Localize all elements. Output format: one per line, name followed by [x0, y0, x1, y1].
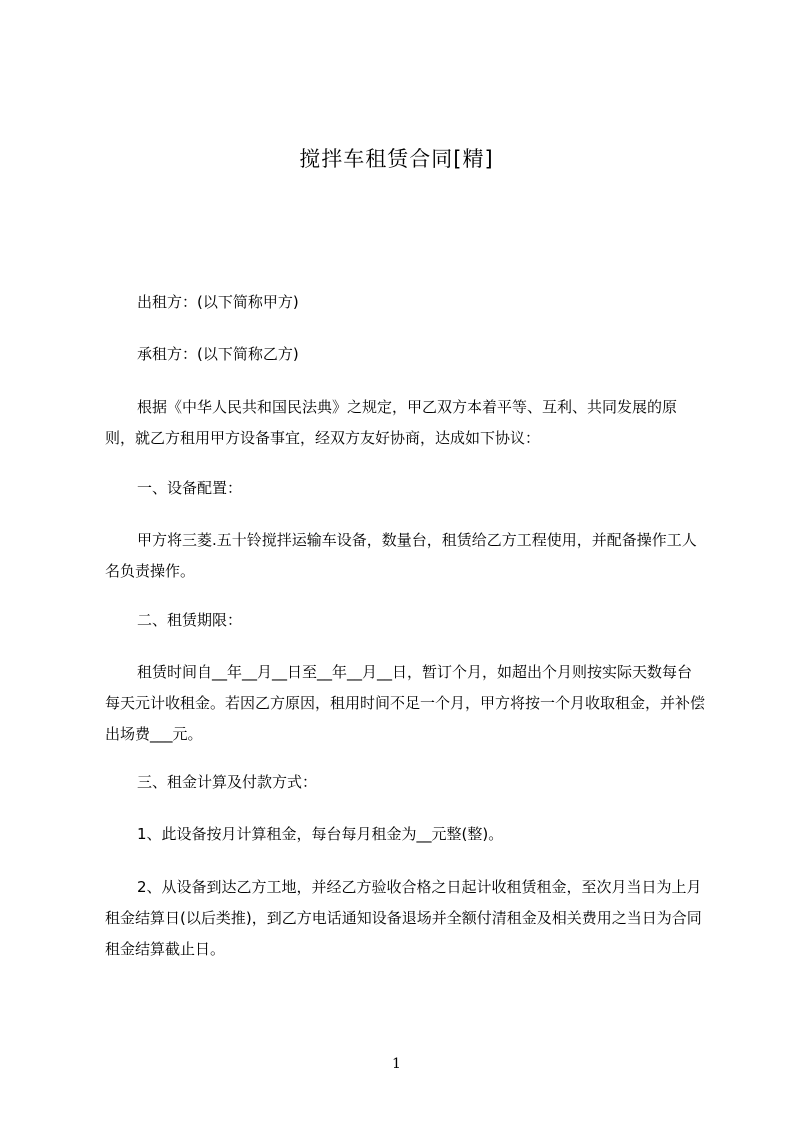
section-1-heading: 一、设备配置： — [137, 479, 243, 497]
section-3-item-1: 1、此设备按月计算租金，每台每月租金为__元整(整)。 — [137, 825, 504, 843]
lessor-line: 出租方：(以下简称甲方) — [137, 293, 299, 311]
section-1-body: 甲方将三菱.五十铃搅拌运输车设备，数量台，租赁给乙方工程使用，并配备操作工人名负责操作。 — [105, 531, 697, 580]
section-3-heading: 三、租金计算及付款方式： — [137, 773, 318, 791]
document-title: 搅拌车租赁合同[精] — [299, 147, 494, 171]
intro-paragraph: 根据《中华人民共和国民法典》之规定，甲乙双方本着平等、互利、共同发展的原则，就乙方租用甲方设备事宜，经双方友好协商，达成如下协议： — [105, 398, 678, 447]
section-3-item-2: 2、从设备到达乙方工地，并经乙方验收合格之日起计收租赁租金，至次月当日为上月租金结算日(以后类推)，到乙方电话通知设备退场并全额付清租金及相关费用之当日为合同租金结算截止日。 — [105, 878, 702, 958]
section-2-body: 租赁时间自__年__月__日至__年__月__日，暂订个月，如超出个月则按实际天数每台每天元计收租金。若因乙方原因，租用时间不足一个月，甲方将按一个月收取租金，并补偿出场费___元。 — [105, 663, 706, 743]
section-2-heading: 二、租赁期限： — [137, 611, 243, 629]
lessee-line: 承租方：(以下简称乙方) — [137, 345, 299, 363]
page-number: 1 — [392, 1056, 401, 1072]
